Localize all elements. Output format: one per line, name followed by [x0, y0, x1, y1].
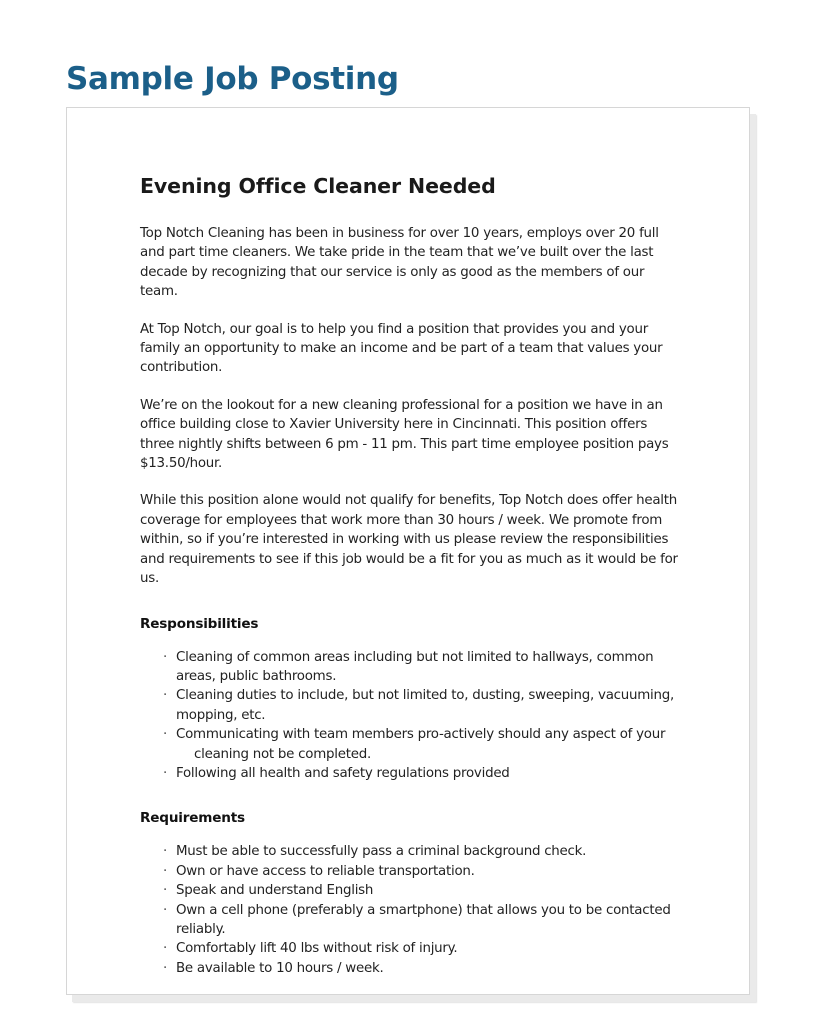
bullet-icon: · [163, 844, 168, 860]
list-item-text: Cleaning of common areas including but not limited to hallways, common areas, public bathrooms. [176, 649, 654, 684]
bullet-icon: · [163, 727, 168, 743]
list-item-text: Own a cell phone (preferably a smartphone) that allows you to be contacted reliably. [176, 902, 671, 937]
bullet-icon: · [163, 863, 168, 879]
list-item-text: Be available to 10 hours / week. [176, 960, 384, 976]
list-item [140, 881, 685, 900]
job-posting-content [140, 108, 685, 978]
bullet-icon: · [163, 941, 168, 957]
list-item [140, 842, 685, 861]
list-item-text: Comfortably lift 40 lbs without risk of injury. [176, 941, 458, 957]
intro-paragraph-1: Top Notch Cleaning has been in business for over 10 years, employs over 20 full and part time cleaners. We take pride in the team that we’ve built over the last decade by recognizing that our service is only as good as the members of our team. [140, 226, 659, 300]
list-item [140, 686, 685, 725]
list-item [140, 939, 685, 958]
job-title-heading: Evening Office Cleaner Needed [140, 174, 496, 198]
bullet-icon: · [163, 883, 168, 899]
bullet-icon: · [163, 902, 168, 918]
list-item-text: Cleaning duties to include, but not limited to, dusting, sweeping, vacuuming, mopping, etc. [176, 688, 674, 723]
list-item [140, 764, 685, 783]
list-item-continuation: cleaning not be completed. [194, 746, 371, 762]
page-title: Sample Job Posting [66, 60, 399, 97]
list-item [140, 725, 685, 764]
list-item-text: Own or have access to reliable transportation. [176, 863, 475, 879]
intro-paragraph-4: While this position alone would not qualify for benefits, Top Notch does offer health coverage for employees that work more than 30 hours / week. We promote from within, so if you’re interested in working with us please review the responsibilities and requirements to see if this job would be a fit for you as much as it would be for us. [140, 493, 678, 587]
bullet-icon: · [163, 765, 168, 781]
list-item-text: Speak and understand English [176, 883, 374, 899]
list-item [140, 862, 685, 881]
job-posting-card [66, 107, 750, 995]
bullet-icon: · [163, 649, 168, 665]
list-item [140, 901, 685, 940]
list-item-text: Must be able to successfully pass a criminal background check. [176, 844, 587, 860]
section-heading-requirements: Requirements [140, 810, 245, 827]
requirements-list [140, 842, 685, 978]
intro-paragraph-2: At Top Notch, our goal is to help you find a position that provides you and your family an opportunity to make an income and be part of a team that values your contribution. [140, 321, 663, 376]
responsibilities-list [140, 648, 685, 784]
list-item-text: Following all health and safety regulations provided [176, 765, 510, 781]
intro-paragraph-3: We’re on the lookout for a new cleaning professional for a position we have in an office building close to Xavier University here in Cincinnati. This position offers three nightly shifts between 6 pm - 11 pm. This part time employee position pays $13.50/hour. [140, 397, 669, 472]
list-item-text: Communicating with team members pro-actively should any aspect of your [176, 727, 666, 743]
bullet-icon: · [163, 960, 168, 976]
list-item [140, 648, 685, 687]
bullet-icon: · [163, 688, 168, 704]
section-heading-responsibilities: Responsibilities [140, 615, 259, 632]
list-item [140, 959, 685, 978]
